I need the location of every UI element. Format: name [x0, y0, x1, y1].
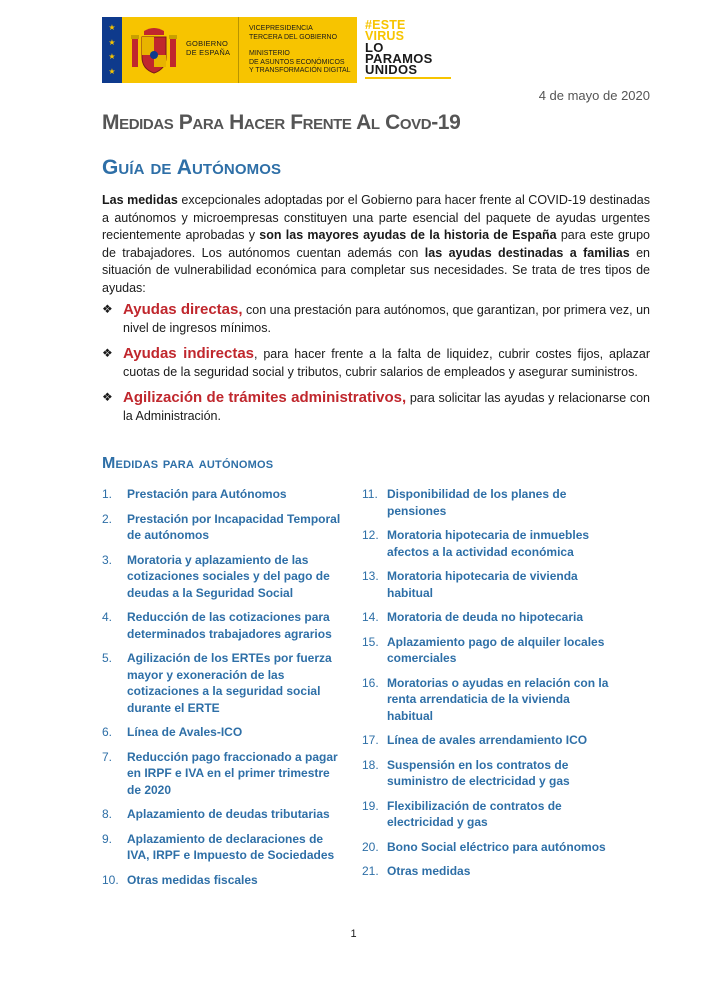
measure-text: Reducción pago fraccionado a pagar en IRPF e IVA en el primer trimestre de 2020 — [127, 749, 338, 797]
measure-item[interactable] — [102, 806, 347, 823]
star-icon: ★ — [108, 37, 116, 47]
measure-number: 16. — [362, 675, 379, 690]
measure-number: 12. — [362, 528, 379, 542]
ministry-block — [238, 17, 358, 83]
measure-item[interactable] — [362, 486, 612, 519]
government-name — [186, 39, 238, 57]
measures-title: Medidas para autónomos — [102, 455, 274, 472]
measure-text: Línea de Avales-ICO — [127, 725, 243, 739]
measure-item[interactable] — [362, 863, 612, 880]
measure-item[interactable] — [362, 798, 612, 831]
intro-text: en situación de vulnerabilidad económica para completar sus necesidades. Se trata de tres tipos de ayudas: — [102, 245, 650, 295]
intro-text: excepcionales adoptadas por el Gobierno para hacer frente al COVID-19 destinadas a autónomos y microempresas constituyen una parte esencial del paquete de ayudas urgentes recientemente aprobadas y — [102, 193, 650, 242]
measure-number: 13. — [362, 569, 379, 583]
measure-number: 11. — [362, 487, 378, 501]
measure-item[interactable] — [102, 872, 347, 889]
ministry-line: Y TRANSFORMACIÓN DIGITAL — [249, 67, 351, 74]
aid-type-text: para solicitar las ayudas y relacionarse con la Administración. — [123, 391, 651, 423]
intro-paragraph — [102, 192, 650, 297]
eu-flag-strip — [102, 17, 122, 83]
intro-bold: Las medidas — [102, 193, 178, 207]
measure-text: Otras medidas fiscales — [127, 872, 258, 887]
aid-type-key: Ayudas directas, — [123, 301, 243, 318]
measure-item[interactable] — [362, 732, 612, 749]
measure-item[interactable] — [362, 839, 612, 856]
measures-list-left — [102, 486, 347, 888]
measure-text: Prestación por Incapacidad Temporal de autónomos — [127, 511, 341, 542]
page-number: 1 — [350, 928, 357, 940]
measure-text: Disponibilidad de los planes de pensiones — [387, 487, 567, 518]
measure-number: 2. — [102, 511, 113, 526]
ministry-label — [249, 50, 351, 76]
measures-list-right — [362, 486, 612, 880]
measure-text: Agilización de los ERTEs por fuerza mayor y exoneración de las cotizaciones a la seguridad social durante el ERTE — [127, 651, 332, 715]
measure-text: Suspensión en los contratos de suministro de electricidad y gas — [387, 757, 570, 788]
measure-number: 6. — [102, 725, 113, 739]
measure-text: Aplazamiento de deudas tributarias — [127, 807, 330, 821]
ministry-line: DE ASUNTOS ECONÓMICOS — [249, 58, 345, 66]
campaign-text: PARAMOS — [365, 51, 433, 66]
measure-text: Moratoria hipotecaria de inmuebles afectos a la actividad económica — [387, 528, 590, 559]
star-icon: ★ — [108, 23, 116, 33]
aid-type-key: Agilización de trámites administrativos, — [123, 389, 407, 406]
measure-number: 10. — [102, 872, 119, 887]
measure-item[interactable] — [102, 609, 347, 642]
measure-number: 7. — [102, 749, 113, 764]
measure-item[interactable] — [102, 511, 347, 544]
aid-type-item — [102, 345, 650, 381]
vice-line: VICEPRESIDENCIA — [249, 25, 313, 32]
measure-number: 21. — [362, 864, 379, 878]
gov-name-text: GOBIERNO DE ESPAÑA — [186, 39, 231, 57]
star-icon: ★ — [108, 52, 116, 62]
measure-item[interactable] — [102, 724, 347, 741]
measure-text: Bono Social eléctrico para autónomos — [387, 839, 606, 854]
measure-number: 19. — [362, 798, 379, 813]
vice-presidency-label — [249, 25, 337, 42]
campaign-hashtag: #ESTE — [365, 18, 406, 32]
measure-item[interactable] — [362, 609, 612, 626]
campaign-text: LO — [365, 40, 384, 55]
measure-number: 9. — [102, 831, 113, 846]
measure-text: Línea de avales arrendamiento ICO — [387, 733, 588, 747]
measure-text: Prestación para Autónomos — [127, 487, 287, 501]
campaign-hashtag: VIRUS — [365, 29, 405, 43]
measure-number: 15. — [362, 634, 379, 649]
document-date: 4 de mayo de 2020 — [538, 88, 650, 103]
measure-text: Moratorias o ayudas en relación con la renta arrendaticia de la vivienda habitual — [387, 675, 609, 723]
measure-text: Moratoria y aplazamiento de las cotizaciones sociales y del pago de deudas a la Seguridad Social — [127, 552, 330, 600]
measure-item[interactable] — [102, 831, 347, 864]
measure-text: Aplazamiento pago de alquiler locales comerciales — [387, 634, 605, 665]
government-logo-block — [102, 17, 357, 83]
measure-text: Moratoria hipotecaria de vivienda habitual — [387, 569, 578, 600]
measure-number: 1. — [102, 487, 113, 501]
measure-item[interactable] — [362, 757, 612, 790]
measure-number: 8. — [102, 807, 113, 821]
measure-number: 20. — [362, 839, 379, 854]
measure-item[interactable] — [362, 634, 612, 667]
intro-bold: las ayudas destinadas a familias — [424, 245, 630, 260]
aid-type-text: , para hacer frente a la falta de liquidez, cubrir costes fijos, aplazar cuotas de la seguridad social y tributos, cubrir salarios de empleados y asegurar suministros. — [123, 347, 650, 379]
aid-type-key: Ayudas indirectas — [123, 345, 255, 362]
aid-types-list — [102, 301, 650, 433]
section-title: Guía de Autónomos — [102, 156, 282, 179]
intro-text: para este grupo de trabajadores. Los autónomos cuentan además con — [102, 228, 650, 260]
measure-item[interactable] — [102, 749, 347, 799]
measure-text: Reducción de las cotizaciones para determinados trabajadores agrarios — [127, 610, 332, 641]
coat-of-arms-icon — [130, 25, 178, 75]
measure-item[interactable] — [362, 675, 612, 725]
measure-number: 14. — [362, 610, 379, 624]
measure-text: Otras medidas — [387, 864, 471, 878]
measure-item[interactable] — [102, 650, 347, 716]
star-icon: ★ — [108, 66, 116, 76]
campaign-text: UNIDOS — [365, 62, 418, 77]
aid-type-item — [102, 389, 650, 425]
diamond-bullet-icon: ❖ — [102, 346, 113, 360]
aid-type-item — [102, 301, 650, 337]
measure-item[interactable] — [362, 527, 612, 560]
measure-text: Moratoria de deuda no hipotecaria — [387, 610, 584, 624]
measure-number: 4. — [102, 610, 113, 624]
aid-type-text: con una prestación para autónomos, que garantizan, por primera vez, un nivel de ingresos mínimos. — [123, 303, 650, 335]
campaign-underline — [365, 77, 451, 79]
vice-line: TERCERA DEL GOBIERNO — [249, 33, 338, 41]
measure-number: 18. — [362, 757, 379, 772]
measure-text: Aplazamiento de declaraciones de IVA, IRPF e Impuesto de Sociedades — [127, 831, 335, 862]
measure-item[interactable] — [102, 486, 347, 503]
document-title: Medidas Para Hacer Frente Al Covd-19 — [102, 111, 461, 134]
measure-number: 3. — [102, 552, 113, 567]
intro-bold: son las mayores ayudas de la historia de España — [259, 228, 557, 242]
diamond-bullet-icon: ❖ — [102, 390, 113, 404]
measure-number: 5. — [102, 651, 113, 665]
header — [102, 17, 458, 85]
measure-item[interactable] — [102, 552, 347, 602]
measure-item[interactable] — [362, 568, 612, 601]
measure-text: Flexibilización de contratos de electricidad y gas — [387, 798, 562, 829]
measure-number: 17. — [362, 733, 379, 747]
campaign-logo — [365, 20, 460, 82]
diamond-bullet-icon: ❖ — [102, 302, 113, 316]
ministry-line: MINISTERIO — [249, 50, 290, 57]
